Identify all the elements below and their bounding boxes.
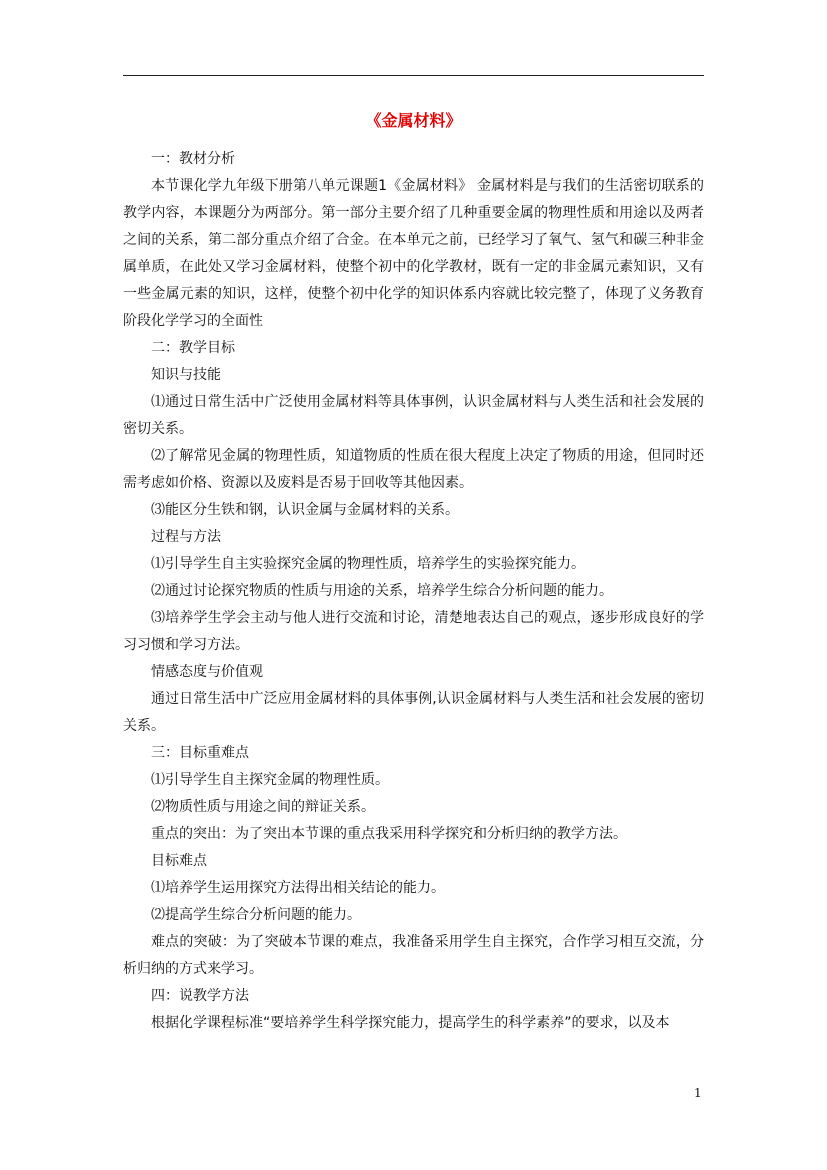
paragraph: ⑴引导学生自主探究金属的物理性质。 [151,772,389,788]
section-heading: 四：说教学方法 [151,988,249,1004]
subheading: 知识与技能 [151,367,221,383]
section-heading: 一：教材分析 [151,151,235,167]
paragraph: ⑵通过讨论探究物质的性质与用途的关系，培养学生综合分析问题的能力。 [151,583,613,599]
paragraph: ⑴通过日常生活中广泛使用金属材料等具体事例，认识金属材料与人类生活和社会发展的密切关系。 [123,394,704,437]
document-body [123,146,704,1037]
paragraph: 通过日常生活中广泛应用金属材料的具体事例,认识金属材料与人类生活和社会发展的密切关系。 [123,691,704,734]
paragraph: 重点的突出：为了突出本节课的重点我采用科学探究和分析归纳的教学方法。 [151,826,627,842]
section-heading: 三：目标重难点 [151,745,249,761]
paragraph: ⑵物质性质与用途之间的辩证关系。 [151,799,375,815]
paragraph: ⑴引导学生自主实验探究金属的物理性质，培养学生的实验探究能力。 [151,556,585,572]
paragraph: 根据化学课程标准“要培养学生科学探究能力，提高学生的科学素养”的要求，以及本 [151,1015,670,1031]
section-heading: 二：教学目标 [151,340,235,356]
subheading: 过程与方法 [151,529,221,545]
paragraph: 难点的突破：为了突破本节课的难点，我准备采用学生自主探究，合作学习相互交流，分析归纳的方式来学习。 [123,934,704,977]
document-title: 《金属材料》 [365,111,462,130]
paragraph: ⑴培养学生运用探究方法得出相关结论的能力。 [151,880,445,896]
subheading: 情感态度与价值观 [151,664,263,680]
paragraph: ⑵了解常见金属的物理性质，知道物质的性质在很大程度上决定了物质的用途，但同时还需考虑如价格、资源以及废料是否易于回收等其他因素。 [123,448,704,491]
paragraph: ⑶能区分生铁和钢，认识金属与金属材料的关系。 [151,502,459,518]
paragraph: 本节课化学九年级下册第八单元课题1《金属材料》 金属材料是与我们的生活密切联系的教学内容，本课题分为两部分。第一部分主要介绍了几种重要金属的物理性质和用途以及两者之间的关系，第二部分重点介绍了合金。在本单元之前，已经学习了氧气、氢气和碳三种非金属单质，在此处又学习金属材料，使整个初中的化学教材，既有一定的非金属元素知识，又有一些金属元素的知识，这样，使整个初中化学的知识体系内容就比较完整了，体现了义务教育阶段化学学习的全面性 [123,178,704,329]
page-number: 1 [694,1086,702,1100]
paragraph: ⑶培养学生学会主动与他人进行交流和讨论，清楚地表达自己的观点，逐步形成良好的学习习惯和学习方法。 [123,610,704,653]
subheading: 目标难点 [151,853,207,869]
paragraph: ⑵提高学生综合分析问题的能力。 [151,907,361,923]
header-rule [123,75,704,76]
